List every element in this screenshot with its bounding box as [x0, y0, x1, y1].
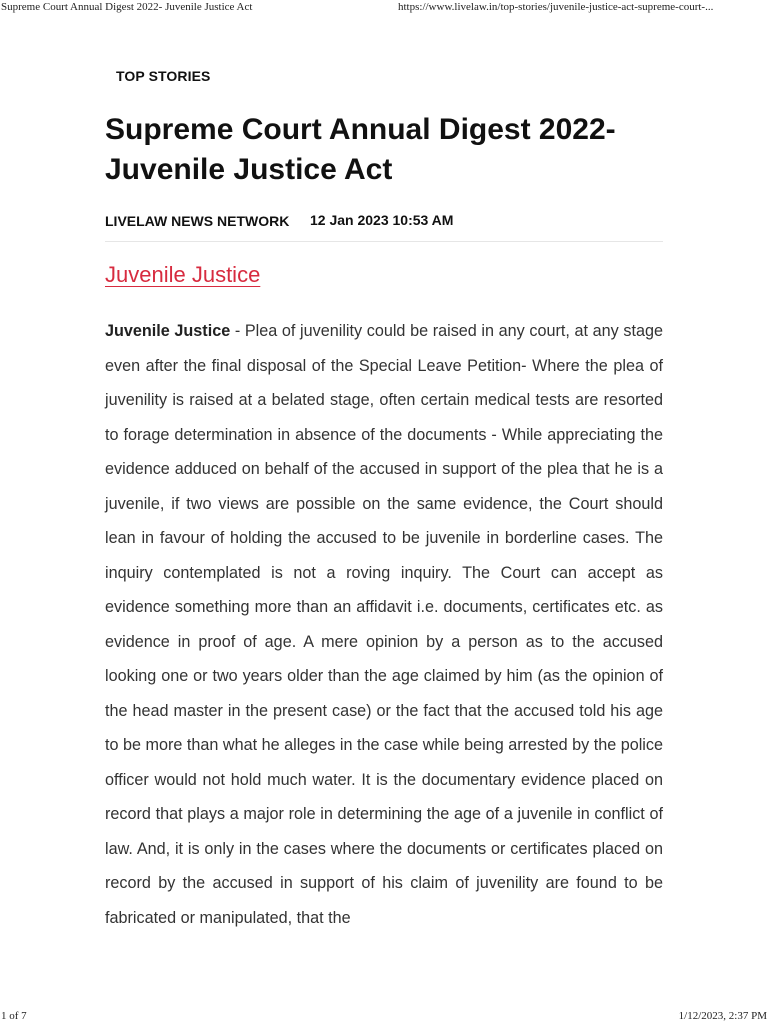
print-timestamp: 1/12/2023, 2:37 PM — [678, 1010, 767, 1022]
lead-label: Juvenile Justice — [105, 322, 231, 340]
publish-date: 12 Jan 2023 10:53 AM — [310, 212, 454, 228]
article-body — [105, 314, 663, 935]
print-footer — [0, 1008, 768, 1024]
article-headline: Supreme Court Annual Digest 2022- Juvenile Justice Act — [105, 113, 616, 186]
print-header — [0, 0, 768, 16]
print-header-url: https://www.livelaw.in/top-stories/juvenile-justice-act-supreme-court-... — [398, 1, 714, 13]
page-number: 1 of 7 — [1, 1010, 27, 1022]
print-header-title: Supreme Court Annual Digest 2022- Juvenile Justice Act — [1, 1, 253, 13]
section-tag-link[interactable]: TOP STORIES — [116, 68, 211, 84]
body-text: - Plea of juvenility could be raised in any court, at any stage even after the final disposal of the Special Leave Petition- Where the plea of juvenility is raised at a belated stage, often certain medical tests are resorted to forage determination in absence of the documents - While appreciating the evidence adduced on behalf of the accused in support of the plea that he is a juvenile, if two views are possible on the same evidence, the Court should lean in favour of holding the accused to be juvenile in borderline cases. The inquiry contemplated is not a roving inquiry. The Court can accept as evidence something more than an affidavit i.e. documents, certificates etc. as evidence in proof of age. A mere opinion by a person as to the accused looking one or two years older than the age claimed by him (as the opinion of the head master in the present case) or the fact that the accused told his age to be more than what he alleges in the case while being arrested by the police officer would not hold much water. It is the documentary evidence placed on record that plays a major role in determining the age of a juvenile in conflict of law. And, it is only in the cases where the documents or certificates placed on record by the accused in support of his claim of juvenility are found to be fabricated or manipulated, that the — [105, 322, 663, 927]
byline — [105, 213, 663, 242]
subheading-link[interactable]: Juvenile Justice — [105, 262, 261, 287]
author-link[interactable]: LIVELAW NEWS NETWORK — [105, 213, 290, 229]
